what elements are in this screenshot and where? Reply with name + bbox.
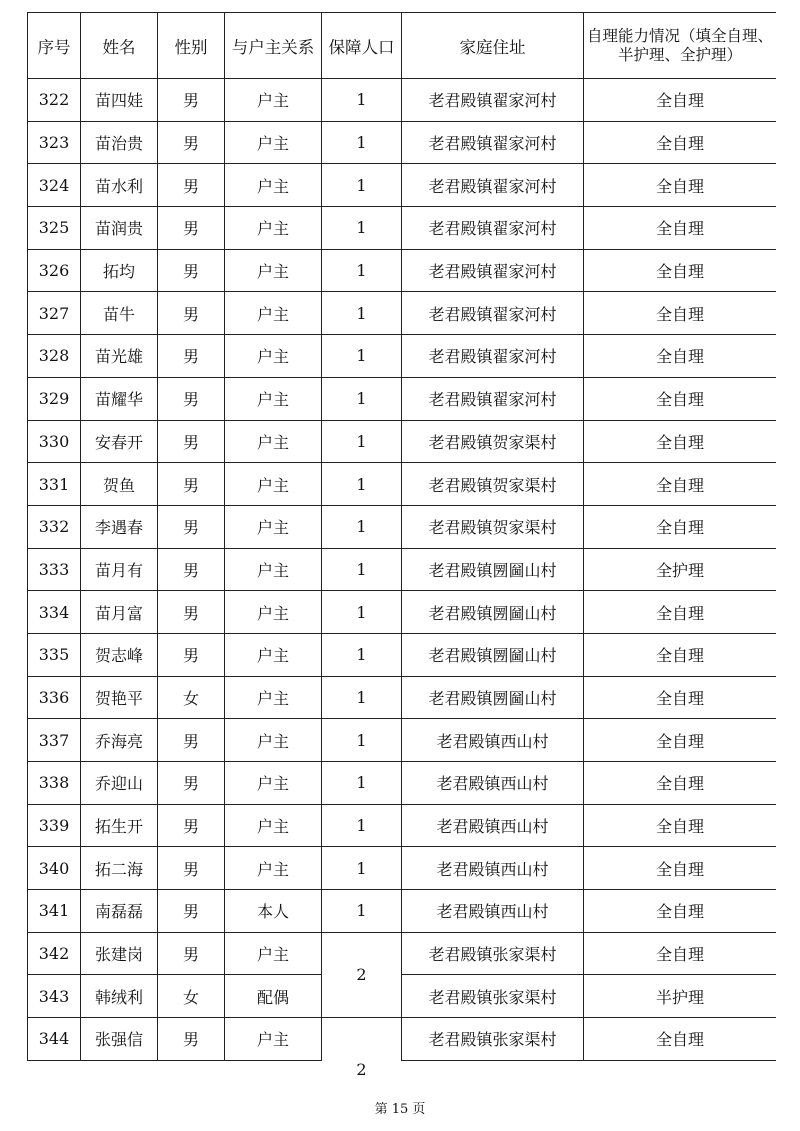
table-row	[28, 505, 777, 548]
cell-population: 1	[322, 207, 402, 250]
cell-population: 1	[322, 719, 402, 762]
cell-population: 1	[322, 633, 402, 676]
cell-relation: 户主	[225, 591, 322, 634]
cell-ability: 全自理	[584, 1018, 777, 1061]
cell-ability: 全自理	[584, 890, 777, 933]
table-row	[28, 377, 777, 420]
cell-ability: 全自理	[584, 762, 777, 805]
cell-relation: 本人	[225, 890, 322, 933]
cell-population: 1	[322, 249, 402, 292]
cell-relation: 户主	[225, 420, 322, 463]
cell-address: 老君殿镇翟家河村	[402, 164, 584, 207]
cell-no: 322	[28, 79, 81, 122]
cell-sex: 男	[158, 249, 225, 292]
cell-address: 老君殿镇圐圙山村	[402, 633, 584, 676]
cell-relation: 户主	[225, 719, 322, 762]
table-row	[28, 164, 777, 207]
cell-no: 325	[28, 207, 81, 250]
cell-name: 苗光雄	[81, 335, 158, 378]
cell-population: 1	[322, 548, 402, 591]
cell-no: 343	[28, 975, 81, 1018]
cell-population: 1	[322, 463, 402, 506]
cell-ability: 全自理	[584, 292, 777, 335]
cell-sex: 男	[158, 932, 225, 975]
table-row	[28, 847, 777, 890]
cell-relation: 户主	[225, 79, 322, 122]
cell-ability: 全自理	[584, 164, 777, 207]
cell-address: 老君殿镇翟家河村	[402, 121, 584, 164]
cell-ability: 全自理	[584, 932, 777, 975]
cell-sex: 男	[158, 804, 225, 847]
cell-address: 老君殿镇西山村	[402, 762, 584, 805]
cell-no: 328	[28, 335, 81, 378]
table-row	[28, 762, 777, 805]
population-value-cut: 2	[356, 1059, 367, 1079]
cell-address: 老君殿镇张家渠村	[402, 1018, 584, 1061]
cell-name: 贺鱼	[81, 463, 158, 506]
cell-ability: 全自理	[584, 804, 777, 847]
cell-relation: 户主	[225, 463, 322, 506]
cell-relation: 户主	[225, 292, 322, 335]
table-row	[28, 463, 777, 506]
cell-name: 乔迎山	[81, 762, 158, 805]
table-row	[28, 676, 777, 719]
table-container	[27, 12, 776, 1089]
table-row	[28, 335, 777, 378]
table-row	[28, 719, 777, 762]
cell-sex: 女	[158, 975, 225, 1018]
cell-name: 苗牛	[81, 292, 158, 335]
cell-no: 336	[28, 676, 81, 719]
table-row	[28, 548, 777, 591]
cell-ability: 全护理	[584, 548, 777, 591]
table-row	[28, 79, 777, 122]
cell-population: 1	[322, 164, 402, 207]
cell-name: 苗月富	[81, 591, 158, 634]
cell-sex: 男	[158, 377, 225, 420]
cell-no: 335	[28, 633, 81, 676]
cell-no: 331	[28, 463, 81, 506]
cell-relation: 户主	[225, 633, 322, 676]
header-ability: 自理能力情况（填全自理、半护理、全护理）	[584, 13, 777, 79]
cell-address: 老君殿镇张家渠村	[402, 975, 584, 1018]
table-row	[28, 207, 777, 250]
cell-no: 332	[28, 505, 81, 548]
header-name: 姓名	[81, 13, 158, 79]
cell-no: 344	[28, 1018, 81, 1061]
cell-population: 1	[322, 847, 402, 890]
cell-no: 326	[28, 249, 81, 292]
cell-ability: 全自理	[584, 207, 777, 250]
cell-relation: 户主	[225, 164, 322, 207]
table-row	[28, 591, 777, 634]
cell-no: 337	[28, 719, 81, 762]
cell-relation: 户主	[225, 932, 322, 975]
cell-name: 张强信	[81, 1018, 158, 1061]
cell-address: 老君殿镇翟家河村	[402, 292, 584, 335]
cell-sex: 男	[158, 633, 225, 676]
cell-relation: 配偶	[225, 975, 322, 1018]
cell-population: 1	[322, 292, 402, 335]
cell-no: 342	[28, 932, 81, 975]
cell-ability: 全自理	[584, 79, 777, 122]
cell-population-merged-cut	[322, 1018, 402, 1079]
cell-sex: 男	[158, 548, 225, 591]
cell-address: 老君殿镇张家渠村	[402, 932, 584, 975]
cell-sex: 男	[158, 591, 225, 634]
cell-address: 老君殿镇贺家渠村	[402, 420, 584, 463]
cell-name: 拓二海	[81, 847, 158, 890]
cell-address: 老君殿镇翟家河村	[402, 335, 584, 378]
page-number: 第 15 页	[374, 1102, 426, 1117]
cell-name: 乔海亮	[81, 719, 158, 762]
cell-sex: 男	[158, 463, 225, 506]
cell-ability: 全自理	[584, 249, 777, 292]
cell-address: 老君殿镇圐圙山村	[402, 591, 584, 634]
cell-name: 苗润贵	[81, 207, 158, 250]
table-row	[28, 633, 777, 676]
cell-relation: 户主	[225, 207, 322, 250]
cell-relation: 户主	[225, 335, 322, 378]
cell-no: 329	[28, 377, 81, 420]
cell-population: 1	[322, 121, 402, 164]
cell-sex: 男	[158, 719, 225, 762]
header-no: 序号	[28, 13, 81, 79]
table-row	[28, 890, 777, 933]
cell-population: 1	[322, 505, 402, 548]
cell-sex: 男	[158, 762, 225, 805]
table-body	[28, 79, 777, 1079]
cell-address: 老君殿镇贺家渠村	[402, 463, 584, 506]
cell-name: 贺志峰	[81, 633, 158, 676]
cell-population: 1	[322, 335, 402, 378]
cell-no: 324	[28, 164, 81, 207]
cell-name: 李遇春	[81, 505, 158, 548]
cell-population: 1	[322, 591, 402, 634]
cell-name: 苗耀华	[81, 377, 158, 420]
cell-relation: 户主	[225, 804, 322, 847]
cell-no: 338	[28, 762, 81, 805]
cell-relation: 户主	[225, 762, 322, 805]
cell-relation: 户主	[225, 249, 322, 292]
cell-sex: 男	[158, 847, 225, 890]
cell-sex: 男	[158, 420, 225, 463]
cell-population: 1	[322, 79, 402, 122]
cell-no: 341	[28, 890, 81, 933]
cell-address: 老君殿镇西山村	[402, 719, 584, 762]
cell-sex: 女	[158, 676, 225, 719]
cell-name: 苗月有	[81, 548, 158, 591]
header-address: 家庭住址	[402, 13, 584, 79]
cell-address: 老君殿镇翟家河村	[402, 249, 584, 292]
cell-address: 老君殿镇圐圙山村	[402, 676, 584, 719]
header-sex: 性别	[158, 13, 225, 79]
cell-population: 1	[322, 377, 402, 420]
cell-sex: 男	[158, 164, 225, 207]
table-row	[28, 932, 777, 975]
cell-relation: 户主	[225, 676, 322, 719]
cell-sex: 男	[158, 121, 225, 164]
cell-ability: 全自理	[584, 121, 777, 164]
cell-ability: 全自理	[584, 505, 777, 548]
cell-sex: 男	[158, 292, 225, 335]
table-row	[28, 249, 777, 292]
cell-ability: 全自理	[584, 676, 777, 719]
cell-name: 贺艳平	[81, 676, 158, 719]
cell-ability: 全自理	[584, 847, 777, 890]
cell-address: 老君殿镇圐圙山村	[402, 548, 584, 591]
cell-no: 327	[28, 292, 81, 335]
cell-name: 韩绒利	[81, 975, 158, 1018]
cell-name: 安春开	[81, 420, 158, 463]
cell-name: 苗水利	[81, 164, 158, 207]
cell-relation: 户主	[225, 505, 322, 548]
cell-sex: 男	[158, 1018, 225, 1061]
cell-address: 老君殿镇翟家河村	[402, 79, 584, 122]
table-row	[28, 292, 777, 335]
cell-relation: 户主	[225, 1018, 322, 1061]
cell-sex: 男	[158, 79, 225, 122]
cell-ability: 全自理	[584, 633, 777, 676]
cell-ability: 全自理	[584, 377, 777, 420]
cell-relation: 户主	[225, 548, 322, 591]
header-relation: 与户主关系	[225, 13, 322, 79]
cell-name: 苗四娃	[81, 79, 158, 122]
cell-population: 1	[322, 804, 402, 847]
roster-table	[27, 12, 776, 1079]
cell-population: 1	[322, 890, 402, 933]
cell-ability: 全自理	[584, 719, 777, 762]
cell-ability: 全自理	[584, 591, 777, 634]
cell-ability: 全自理	[584, 335, 777, 378]
cell-no: 330	[28, 420, 81, 463]
cell-relation: 户主	[225, 847, 322, 890]
cell-ability: 全自理	[584, 463, 777, 506]
header-population: 保障人口	[322, 13, 402, 79]
cell-no: 334	[28, 591, 81, 634]
cell-ability: 全自理	[584, 420, 777, 463]
cell-no: 333	[28, 548, 81, 591]
cell-relation: 户主	[225, 377, 322, 420]
cell-name: 张建岗	[81, 932, 158, 975]
cell-ability: 半护理	[584, 975, 777, 1018]
cell-population-merged: 2	[322, 932, 402, 1017]
cell-address: 老君殿镇翟家河村	[402, 207, 584, 250]
cell-population: 1	[322, 762, 402, 805]
cell-sex: 男	[158, 335, 225, 378]
cell-no: 323	[28, 121, 81, 164]
cell-name: 南磊磊	[81, 890, 158, 933]
header-row	[28, 13, 777, 79]
cell-sex: 男	[158, 207, 225, 250]
table-row	[28, 420, 777, 463]
cell-address: 老君殿镇翟家河村	[402, 377, 584, 420]
cell-no: 339	[28, 804, 81, 847]
cell-name: 拓均	[81, 249, 158, 292]
cell-no: 340	[28, 847, 81, 890]
table-row	[28, 975, 777, 1018]
cell-address: 老君殿镇西山村	[402, 890, 584, 933]
cell-relation: 户主	[225, 121, 322, 164]
cell-sex: 男	[158, 890, 225, 933]
table-row	[28, 804, 777, 847]
cell-name: 苗治贵	[81, 121, 158, 164]
table-row	[28, 121, 777, 164]
table-row	[28, 1018, 777, 1061]
cell-sex: 男	[158, 505, 225, 548]
cell-population: 1	[322, 420, 402, 463]
cell-name: 拓生开	[81, 804, 158, 847]
cell-population: 1	[322, 676, 402, 719]
cell-address: 老君殿镇西山村	[402, 847, 584, 890]
cell-address: 老君殿镇西山村	[402, 804, 584, 847]
cell-address: 老君殿镇贺家渠村	[402, 505, 584, 548]
